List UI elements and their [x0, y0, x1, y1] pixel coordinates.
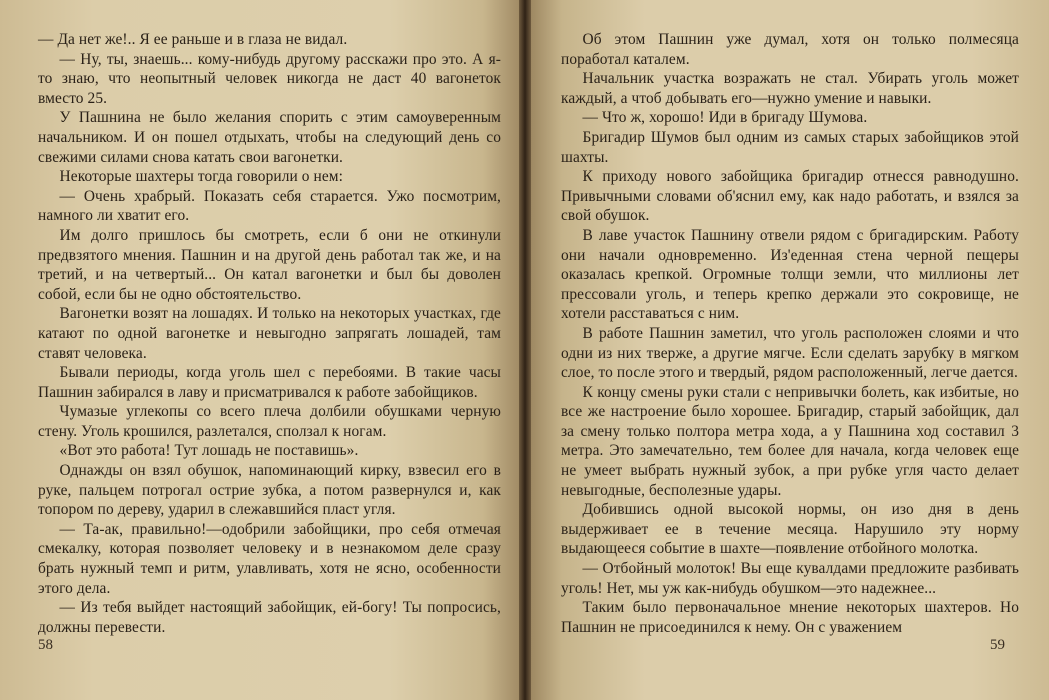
- paragraph: Начальник участка возражать не стал. Убирать уголь может каждый, а чтоб добывать его—нужно умение и навыки.: [561, 70, 1019, 107]
- paragraph: — Из тебя выйдет настоящий забойщик, ей-богу! Ты попросись, должны перевести.: [38, 599, 501, 636]
- book-gutter: [519, 0, 531, 700]
- right-page-text: [561, 30, 1019, 637]
- paragraph: «Вот это работа! Тут лошадь не поставишь».: [59, 442, 359, 460]
- paragraph: — Ну, ты, знаешь... кому-нибудь другому расскажи про это. А я-то знаю, что неопытный человек никогда не даст 40 вагонеток вместо 25.: [38, 50, 501, 107]
- paragraph: В работе Пашнин заметил, что уголь расположен слоями и что одни из них тверже, а другие мягче. Если сделать зарубку в мягком слое, то после этого и твердый, рядом расположенный, легче дается.: [561, 324, 1019, 382]
- paragraph: Однажды он взял обушок, напоминающий кирку, взвесил его в руке, пальцем потрогал острие зубка, а потом развернулся и, как топором по дереву, ударил в слежавшийся пласт угля.: [38, 462, 501, 519]
- paragraph: Чумазые углекопы со всего плеча долбили обушками черную стену. Уголь крошился, разлетался, сползал к ногам.: [38, 403, 501, 440]
- paragraph: В лаве участок Пашнину отвели рядом с бригадирским. Работу они начали одновременно. Из'еденная стена черной пещеры оказалась крепкой. Огромные толщи земли, что миллионы лет прессовали уголь, и теперь крепко держали это сокровище, не хотели расставаться с ним.: [561, 226, 1019, 323]
- paragraph: Добившись одной высокой нормы, он изо дня в день выдерживает ее в течение месяца. Нарушило эту норму выдающееся событие в шахте—появление отбойного молотка.: [561, 501, 1019, 558]
- paragraph: Бригадир Шумов был одним из самых старых забойщиков этой шахты.: [561, 128, 1019, 166]
- right-page: [531, 0, 1049, 700]
- paragraph: К приходу нового забойщика бригадир отнесся равнодушно. Привычными словами об'яснил ему, как надо работать, и взялся за свой обушок.: [561, 168, 1019, 225]
- paragraph: — Отбойный молоток! Вы еще кувалдами предложите разбивать уголь! Нет, мы уж как-нибудь обушком—это надежнее...: [561, 560, 1019, 597]
- left-page: [0, 0, 519, 700]
- page-number: 58: [38, 637, 53, 653]
- paragraph: Вагонетки возят на лошадях. И только на некоторых участках, где катают по одной вагонетке и невыгодно запрягать лошадей, там ставят человека.: [38, 305, 501, 362]
- paragraph: Об этом Пашнин уже думал, хотя он только полмесяца поработал каталем.: [561, 31, 1019, 68]
- paragraph: Таким было первоначальное мнение некоторых шахтеров. Но Пашнин не присоединился к нему. Он с уважением: [561, 599, 1019, 636]
- paragraph: Некоторые шахтеры тогда говорили о нем:: [59, 168, 344, 186]
- left-page-text: [38, 30, 501, 637]
- paragraph: У Пашнина не было желания спорить с этим самоуверенным начальником. И он пошел отдыхать, чтобы на следующий день со свежими силами снова катать свои вагонетки.: [38, 109, 501, 166]
- paragraph: — Та-ак, правильно!—одобрили забойщики, про себя отмечая смекалку, которая позволяет человеку и в незнакомом деле сразу брать нужный темп и ритм, улавливать, хотя не ясно, особенности этого дела.: [38, 520, 501, 597]
- paragraph: Им долго пришлось бы смотреть, если б они не откинули предвзятого мнения. Пашнин и на другой день работал так же, и на третий, и на четвертый... Он катал вагонетки и был бы доволен собой, если бы не одно обстоятельство.: [38, 226, 501, 303]
- paragraph: Бывали периоды, когда уголь шел с перебоями. В такие часы Пашнин забирался в лаву и присматривался к работе забойщиков.: [38, 364, 501, 401]
- paragraph: К концу смены руки стали с непривычки болеть, как избитые, но все же настроение было хорошее. Бригадир, старый забойщик, дал за смену только полтора метра хода, а у Пашнина ход составил 3 метра. Это замечательно, тем более для начала, когда человек еще не умеет выбрать нужный зубок, а при рубке угля часто делает невыгодные, бесполезные удары.: [561, 383, 1019, 499]
- paragraph: — Очень храбрый. Показать себя старается. Ужо посмотрим, намного ли хватит его.: [38, 187, 501, 225]
- paragraph: — Что ж, хорошо! Иди в бригаду Шумова.: [582, 109, 868, 127]
- page-number: 59: [990, 637, 1005, 653]
- paragraph: — Да нет же!.. Я ее раньше и в глаза не видал.: [38, 31, 348, 48]
